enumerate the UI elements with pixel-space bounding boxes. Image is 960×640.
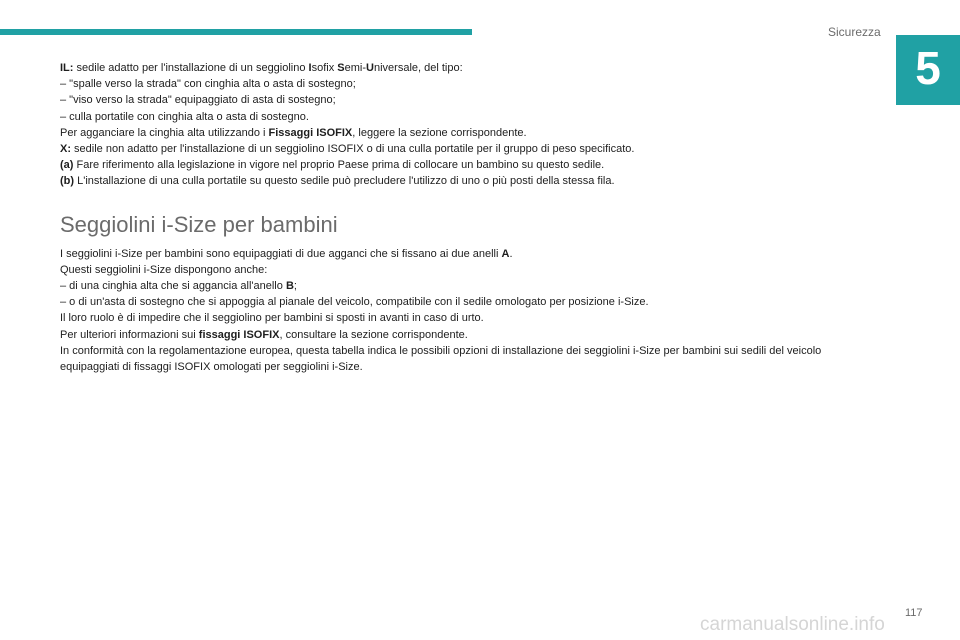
isize-paragraph: In conformità con la regolamentazione europea, questa tabella indica le possibili opzioni di installazione dei seggiolini i-Size per bambini sui sedili del veicolo equipaggiati di fissaggi ISOFIX omologati per seggiolini i-Size. (60, 344, 822, 374)
chapter-tab (896, 35, 960, 105)
isize-paragraph: Per ulteriori informazioni sui fissaggi ISOFIX, consultare la sezione corrispondente. (60, 328, 468, 341)
x-definition: X: sedile non adatto per l'installazione di un seggiolino ISOFIX o di una culla portatile per il gruppo di peso specificato. (60, 143, 635, 156)
watermark: carmanualsonline.info (700, 614, 885, 635)
isize-paragraph: I seggiolini i-Size per bambini sono equipaggiati di due agganci che si fissano ai due anelli A. (60, 247, 513, 260)
isize-paragraph: Questi seggiolini i-Size dispongono anche: (60, 263, 268, 276)
list-item: – "spalle verso la strada" con cinghia alta o asta di sostegno; (60, 78, 356, 91)
list-item: – culla portatile con cinghia alta o asta di sostegno. (60, 110, 309, 123)
il-definition: IL: sedile adatto per l'installazione di un seggiolino Isofix Semi-Universale, del tipo: (60, 62, 463, 74)
page-content (60, 60, 860, 375)
section-heading: Seggiolini i-Size per bambini (60, 211, 338, 237)
page-number: 117 (905, 607, 923, 619)
header-accent-bar (0, 29, 472, 35)
list-item: – o di un'asta di sostegno che si appoggia al pianale del veicolo, compatibile con il sedile omologato per posizione i-Size. (60, 296, 649, 309)
footnote-a: (a) Fare riferimento alla legislazione in vigore nel proprio Paese prima di collocare un bambino su questo sedile. (60, 159, 605, 172)
isize-paragraph: Il loro ruolo è di impedire che il seggiolino per bambini si sposti in avanti in caso di urto. (60, 312, 484, 325)
chapter-number: 5 (915, 42, 941, 94)
list-item: – di una cinghia alta che si aggancia all'anello B; (60, 280, 297, 293)
section-title: Sicurezza (828, 25, 881, 39)
top-tether-note: Per agganciare la cinghia alta utilizzando i Fissaggi ISOFIX, leggere la sezione corrispondente. (60, 126, 527, 139)
footnote-b: (b) L'installazione di una culla portatile su questo sedile può precludere l'utilizzo di uno o più posti della stessa fila. (60, 175, 615, 188)
list-item: – "viso verso la strada" equipaggiato di asta di sostegno; (60, 94, 336, 107)
